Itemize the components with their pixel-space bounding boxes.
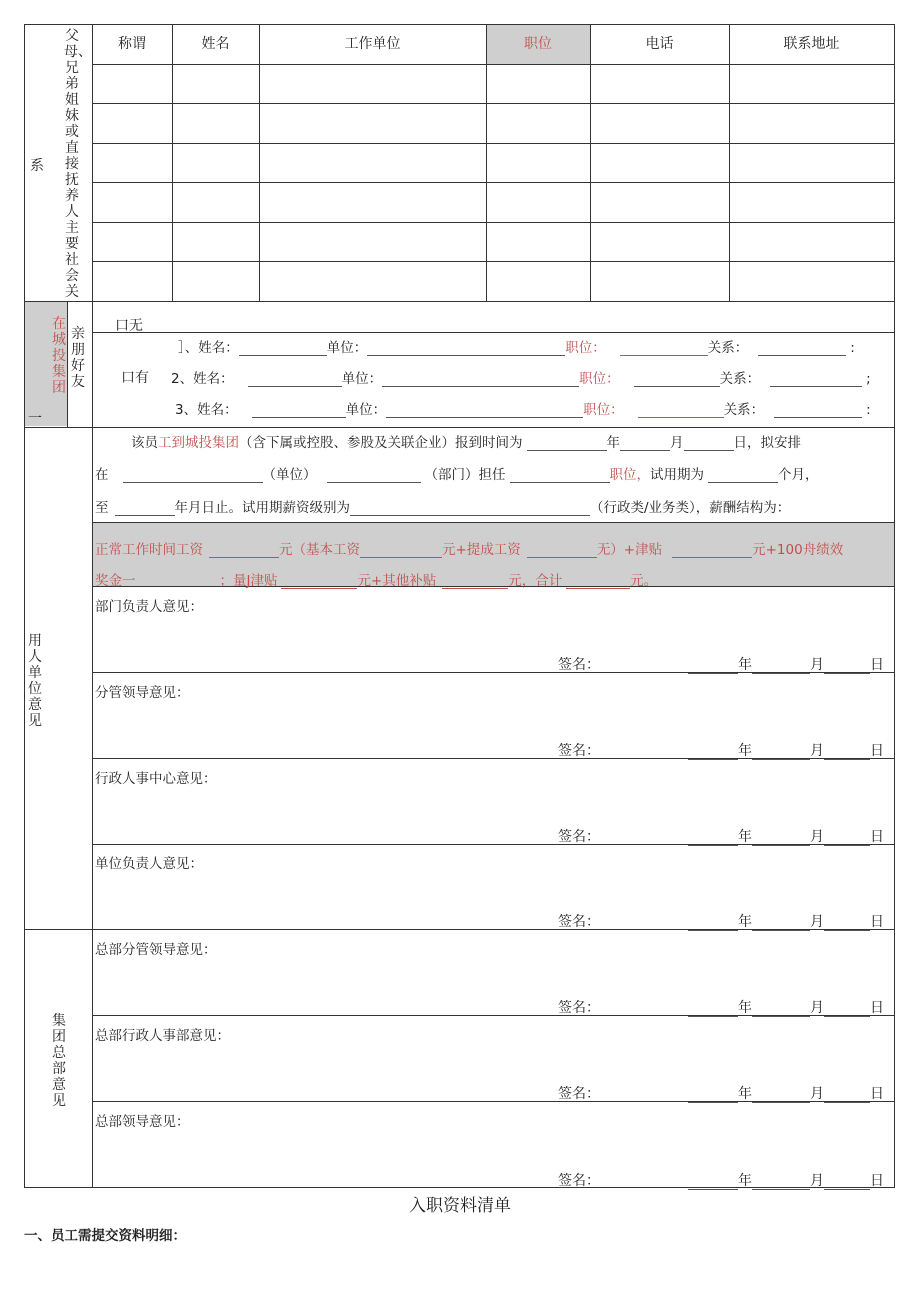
grid-line <box>92 64 895 65</box>
option-have-checkbox[interactable]: 口有 <box>121 370 149 386</box>
hiring-text: 年 <box>606 435 620 451</box>
relatives-side-label: 在城投集团 <box>52 316 66 396</box>
unit-opinion-side-label: 用人单位意见 <box>28 633 42 729</box>
grid-line <box>729 24 730 301</box>
sign-year-field[interactable] <box>688 918 738 931</box>
opinion-hq-vp: 总部分管领导意见： <box>95 942 217 958</box>
year-label: 年 <box>738 1000 752 1016</box>
year-label: 年 <box>738 914 752 930</box>
report-day-field[interactable] <box>684 437 734 451</box>
salary-text: 元+100舟绩效 <box>752 542 844 558</box>
table-right-border <box>894 24 895 1187</box>
grid-line <box>92 301 93 427</box>
sign-month-field[interactable] <box>752 1090 810 1103</box>
month-label: 月 <box>810 1000 824 1016</box>
relative-position-field[interactable] <box>634 373 720 387</box>
salary-line-2 <box>95 569 657 589</box>
salary-text: 奖金一 <box>95 573 136 589</box>
sign-year-field[interactable] <box>688 1004 738 1017</box>
opinion-vp: 分管领导意见： <box>95 685 190 701</box>
grid-line <box>92 143 895 144</box>
report-month-field[interactable] <box>620 437 670 451</box>
grid-line <box>92 261 895 262</box>
sign-month-field[interactable] <box>752 661 810 674</box>
hiring-text: 个月， <box>778 467 819 483</box>
sign-day-field[interactable] <box>824 661 870 674</box>
opinion-hr-center: 行政人事中心意见： <box>95 771 217 787</box>
sign-month-field[interactable] <box>752 918 810 931</box>
report-date-field[interactable] <box>527 437 607 451</box>
relative-unit-label: 单位： <box>341 371 383 387</box>
month-label: 月 <box>810 1173 824 1189</box>
hq-opinion-side-label: 集团总部意见 <box>52 1013 66 1109</box>
header-phone: 电话 <box>645 36 674 52</box>
signature-line <box>558 1083 884 1103</box>
relative-name-label: 2、姓名： <box>171 371 234 387</box>
signature-line <box>558 911 884 931</box>
sign-year-field[interactable] <box>688 1177 738 1190</box>
salary-post-allowance-field[interactable] <box>281 575 357 589</box>
relative-position-field[interactable] <box>620 342 708 356</box>
salary-text: 元（基本工资 <box>279 542 360 558</box>
sign-month-field[interactable] <box>752 1004 810 1017</box>
header-title: 称谓 <box>118 36 146 52</box>
grid-line <box>92 332 895 333</box>
opinion-hq-hr: 总部行政人事部意见： <box>95 1028 230 1044</box>
relatives-sub-label: 亲朋好友 <box>71 326 85 390</box>
option-none-checkbox[interactable]: 口无 <box>115 318 143 334</box>
sign-day-field[interactable] <box>824 747 870 760</box>
assign-unit-field[interactable] <box>123 469 263 483</box>
opinion-dept-head: 部门负责人意见： <box>95 599 203 615</box>
header-employer: 工作单位 <box>344 36 401 52</box>
sign-year-field[interactable] <box>688 833 738 846</box>
relative-unit-label: 单位： <box>326 340 368 356</box>
salary-text: 无）+津贴 <box>596 542 663 558</box>
sign-month-field[interactable] <box>752 833 810 846</box>
sign-month-field[interactable] <box>752 1177 810 1190</box>
signature-line <box>558 1170 884 1190</box>
hiring-line-1 <box>131 431 801 451</box>
relative-row-2 <box>171 367 871 387</box>
assign-dept-field[interactable] <box>327 469 421 483</box>
month-label: 月 <box>810 914 824 930</box>
signature-line <box>558 826 884 846</box>
hiring-text: 至 <box>95 500 109 516</box>
opinion-unit-head: 单位负责人意见： <box>95 856 203 872</box>
hiring-text: 在 <box>95 467 109 483</box>
relatives-side-tail: 一 <box>28 411 42 427</box>
punct: : <box>866 402 871 418</box>
day-label: 日 <box>870 829 884 845</box>
sign-day-field[interactable] <box>824 1004 870 1017</box>
sign-day-field[interactable] <box>824 1177 870 1190</box>
signature-label: 签名： <box>558 1086 600 1102</box>
sign-year-field[interactable] <box>688 747 738 760</box>
grid-line <box>67 301 68 427</box>
day-label: 日 <box>870 1000 884 1016</box>
salary-text: 元。 <box>630 573 658 589</box>
month-label: 月 <box>810 1086 824 1102</box>
day-label: 日 <box>870 657 884 673</box>
signature-label: 签名： <box>558 1000 600 1016</box>
signature-label: 签名： <box>558 914 600 930</box>
salary-level-field[interactable] <box>350 502 590 516</box>
day-label: 日 <box>870 1086 884 1102</box>
relative-position-field[interactable] <box>638 404 724 418</box>
relative-name-label: ］、姓名： <box>178 340 239 356</box>
punct: : <box>850 340 855 356</box>
grid-line <box>92 522 895 523</box>
salary-line-1 <box>95 538 843 558</box>
relative-relation-field[interactable] <box>774 404 862 418</box>
table-left-border <box>24 24 25 1187</box>
year-label: 年 <box>738 829 752 845</box>
signature-label: 签名： <box>558 829 600 845</box>
salary-normal-field[interactable] <box>209 544 279 558</box>
hiring-text: （含下属或控股、参股及关联企业）报到时间为 <box>239 435 523 451</box>
salary-text: ；量J津贴 <box>219 573 278 589</box>
year-label: 年 <box>738 1086 752 1102</box>
family-side-tail: 系 <box>30 158 44 174</box>
salary-text: 元+其他补贴 <box>357 573 437 589</box>
hiring-text: 职位， <box>609 467 650 483</box>
grid-line <box>92 24 93 301</box>
month-label: 月 <box>810 657 824 673</box>
grid-line <box>590 24 591 301</box>
hiring-text: （行政类/业务类），薪酬结构为： <box>590 500 791 516</box>
sign-day-field[interactable] <box>824 1090 870 1103</box>
signature-label: 签名： <box>558 657 600 673</box>
hiring-line-3 <box>95 496 790 516</box>
salary-bonus-field[interactable] <box>150 575 220 589</box>
year-label: 年 <box>738 657 752 673</box>
day-label: 日 <box>870 743 884 759</box>
relative-position-label: 职位： <box>565 340 606 356</box>
relative-name-field[interactable] <box>252 404 346 418</box>
grid-line <box>92 182 895 183</box>
hiring-text: 月 <box>670 435 684 451</box>
grid-line <box>172 24 173 301</box>
relative-relation-label: 关系： <box>707 340 749 356</box>
relative-position-label: 职位： <box>583 402 624 418</box>
relative-unit-label: 单位： <box>345 402 387 418</box>
trial-end-field[interactable] <box>115 502 175 516</box>
hiring-text: 日，拟安排 <box>733 435 801 451</box>
grid-line <box>92 222 895 223</box>
year-label: 年 <box>738 743 752 759</box>
assign-position-field[interactable] <box>510 469 610 483</box>
sign-year-field[interactable] <box>688 1090 738 1103</box>
header-address: 联系地址 <box>783 36 840 52</box>
relative-name-field[interactable] <box>239 342 327 356</box>
relative-row-1 <box>178 336 855 356</box>
signature-line <box>558 997 884 1017</box>
punct: ; <box>866 371 871 387</box>
grid-line <box>92 103 895 104</box>
opinion-hq-leader: 总部领导意见： <box>95 1114 190 1130</box>
year-label: 年 <box>738 1173 752 1189</box>
relative-relation-label: 关系： <box>723 402 765 418</box>
salary-commission-field[interactable] <box>527 544 597 558</box>
signature-label: 签名： <box>558 1173 600 1189</box>
hiring-text: 工到城投集团 <box>158 435 239 451</box>
hiring-line-2 <box>95 463 819 483</box>
relative-name-label: 3、姓名： <box>175 402 238 418</box>
grid-line <box>259 24 260 301</box>
relative-name-field[interactable] <box>248 373 342 387</box>
hiring-text: 该员 <box>131 435 158 451</box>
section-heading: 一、员工需提交资料明细： <box>24 1228 186 1244</box>
month-label: 月 <box>810 743 824 759</box>
hiring-text: 试用期为 <box>650 467 704 483</box>
salary-text: 元+提成工资 <box>442 542 521 558</box>
salary-total-field[interactable] <box>566 575 630 589</box>
salary-other-field[interactable] <box>442 575 508 589</box>
grid-line <box>486 24 487 301</box>
relative-unit-field[interactable] <box>386 404 583 418</box>
hiring-text: 年月日止。试用期薪资级别为 <box>174 500 350 516</box>
salary-text: 正常工作时间工资 <box>95 542 203 558</box>
relative-unit-field[interactable] <box>367 342 565 356</box>
signature-line <box>558 654 884 674</box>
month-label: 月 <box>810 829 824 845</box>
relative-row-3 <box>175 398 871 418</box>
family-side-label: 父母、兄弟姐妹或直接抚养人主要社会关 <box>64 28 92 300</box>
trial-months-field[interactable] <box>708 469 778 483</box>
relative-position-label: 职位： <box>579 371 620 387</box>
hiring-text: （部门）担任 <box>424 467 506 483</box>
salary-text: 元，合计 <box>508 573 563 589</box>
header-name: 姓名 <box>201 36 230 52</box>
checklist-title: 入职资料清单 <box>409 1196 511 1216</box>
sign-year-field[interactable] <box>688 661 738 674</box>
relative-unit-field[interactable] <box>382 373 579 387</box>
header-position: 职位 <box>524 36 552 52</box>
relative-relation-label: 关系： <box>719 371 761 387</box>
sign-day-field[interactable] <box>824 918 870 931</box>
hiring-text: （单位） <box>262 467 317 483</box>
signature-label: 签名： <box>558 743 600 759</box>
signature-line <box>558 740 884 760</box>
sign-day-field[interactable] <box>824 833 870 846</box>
day-label: 日 <box>870 1173 884 1189</box>
relative-relation-field[interactable] <box>758 342 846 356</box>
salary-allowance-field[interactable] <box>672 544 752 558</box>
grid-line <box>24 427 895 428</box>
day-label: 日 <box>870 914 884 930</box>
sign-month-field[interactable] <box>752 747 810 760</box>
grid-line <box>24 301 895 302</box>
relative-relation-field[interactable] <box>770 373 862 387</box>
salary-base-field[interactable] <box>360 544 442 558</box>
